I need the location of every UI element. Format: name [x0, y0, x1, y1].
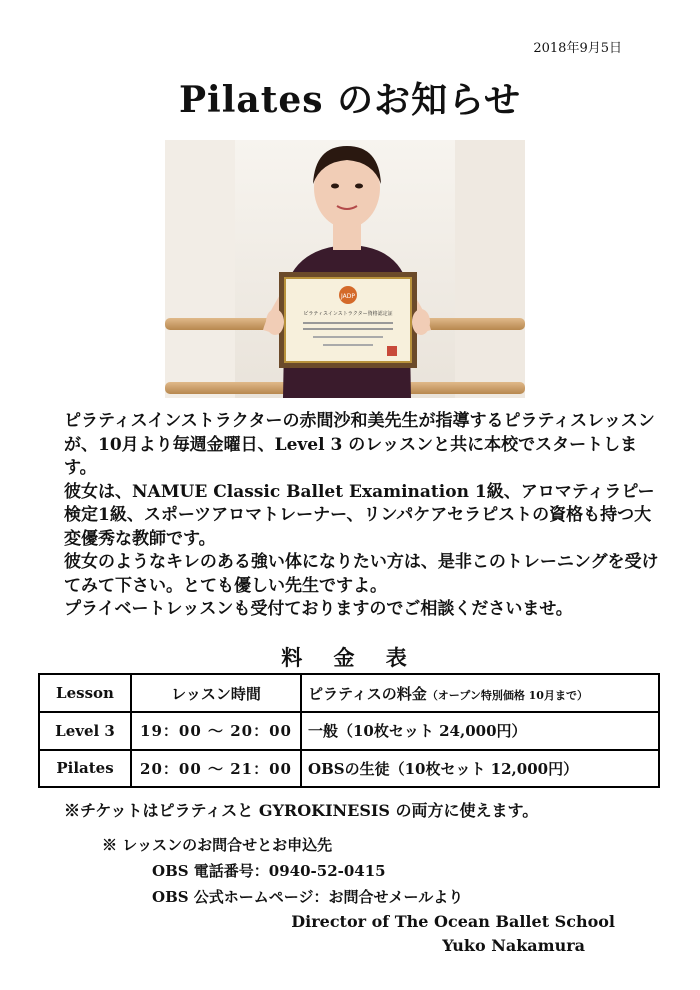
table-header-row	[39, 674, 659, 712]
page-title: Pilates のお知らせ	[178, 79, 521, 121]
fee-table-title: 料 金 表	[281, 645, 419, 670]
row-time: 20：00 〜 21：00	[131, 750, 301, 788]
row-level: Level 3	[39, 712, 131, 750]
paragraph: ピラティスインストラクターの赤間沙和美先生が指導するピラティスレッスンが、10月より毎週金曜日、Level 3 のレッスンと共に本校でスタートします。	[64, 411, 655, 478]
fee-table	[38, 673, 660, 788]
ticket-note: ※チケットはピラティスと GYROKINESIS の両方に使えます。	[64, 801, 539, 820]
paragraph: 彼女のようなキレのある強い体になりたい方は、是非このトレーニングを受けてみて下さい。とても優しい先生ですよ。	[64, 552, 659, 596]
signature-role: Director of The Ocean Ballet School	[291, 912, 615, 931]
row-level: Pilates	[39, 750, 131, 788]
signature-name: Yuko Nakamura	[442, 936, 585, 955]
row-time: 19：00 〜 20：00	[131, 712, 301, 750]
paragraph: 彼女は、NAMUE Classic Ballet Examination 1級、アロマティラピー検定1級、スポーツアロマトレーナー、リンパケアセラピストの資格も持つ大変優秀な教師です。	[64, 481, 655, 549]
announcement-body	[64, 410, 664, 622]
paragraph: プライベートレッスンも受付ておりますのでご相談くださいませ。	[64, 599, 573, 619]
header-lesson: Lesson	[39, 674, 131, 712]
signature	[291, 910, 615, 958]
header-fee-note: （オープン特別価格 10月まで）	[426, 688, 588, 702]
certificate	[279, 272, 417, 368]
row-fee: 一般（10枚セット 24,000円）	[301, 712, 659, 750]
certificate-badge: JADP	[340, 293, 356, 300]
contact-heading: ※ レッスンのお問合せとお申込先	[102, 836, 333, 854]
contact-web: OBS 公式ホームページ：お問合せメールより	[152, 888, 464, 906]
contact-info	[102, 832, 463, 910]
contact-phone: OBS 電話番号：0940-52-0415	[152, 862, 386, 880]
header-time: レッスン時間	[131, 674, 301, 712]
document-date: 2018年9月5日	[533, 41, 622, 56]
table-row	[39, 712, 659, 750]
certificate-title: ピラティスインストラクター資格認定証	[303, 311, 393, 317]
header-fee-label: ピラティスの料金	[308, 684, 427, 703]
instructor-photo	[165, 140, 525, 398]
header-fee	[301, 674, 659, 712]
table-row	[39, 750, 659, 788]
row-fee: OBSの生徒（10枚セット 12,000円）	[301, 750, 659, 788]
